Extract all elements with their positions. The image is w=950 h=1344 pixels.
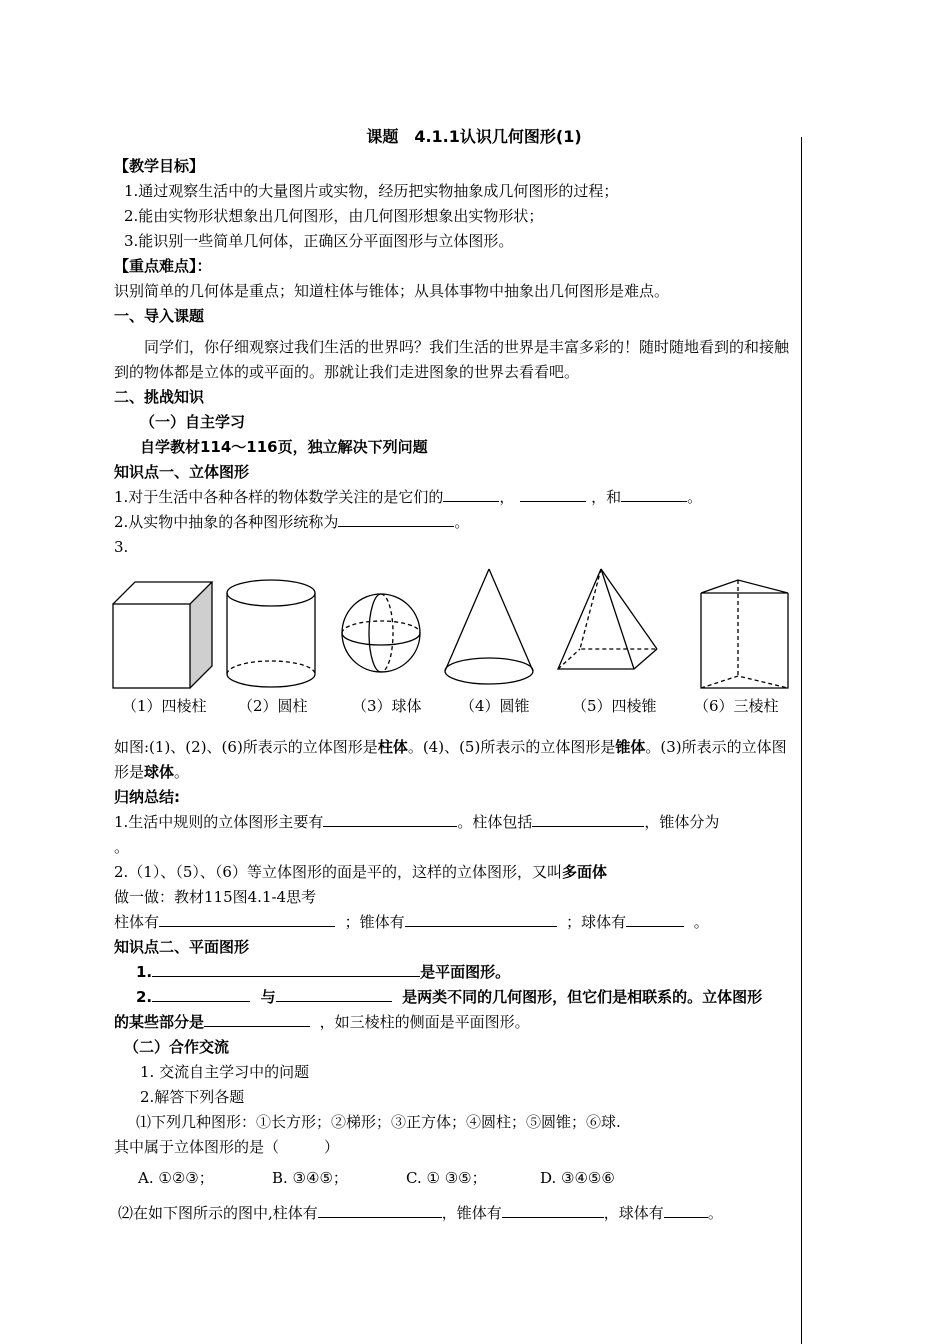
option-b[interactable]: B. ③④⑤； [272,1169,348,1187]
solid-figures [114,566,794,691]
caption-1: （1）四棱柱 [122,697,207,715]
coop-q2-text: ⑵在如下图所示的图中,柱体有 [118,1204,318,1222]
answer-blank[interactable] [532,811,644,827]
desc-term-prism: 柱体 [377,738,408,756]
answer-blank[interactable] [152,961,420,977]
try-end: 。 [693,913,709,931]
kp1-question-2 [114,510,794,535]
kp2-item-2 [114,985,794,1010]
summary-2-text: 2.（1）、（5）、（6）等立体图形的面是平的，这样的立体图形，又叫 [114,863,562,881]
intro-heading: 一、导入课题 [114,307,205,325]
kp1-q1-sep2: ，和 [591,488,622,506]
answer-blank[interactable] [276,986,392,1002]
self-study-task: 自学教材114～116页，独立解决下列问题 [140,438,428,456]
answer-blank[interactable] [318,1202,442,1218]
try-pyramid-label: ；锥体有 [344,913,405,931]
coop-question-1-b: 其中属于立体图形的是（ ） [114,1138,340,1156]
cylinder-figure [227,580,315,687]
desc-term-sphere: 球体 [144,763,175,781]
kp2-1-text: 是平面图形。 [420,963,511,981]
answer-blank[interactable] [443,486,499,502]
answer-blank[interactable] [204,1011,310,1027]
kp1-heading: 知识点一、立体图形 [114,463,250,481]
summary-1-text-c: ，锥体分为 [644,813,720,831]
kp1-question-3: 3. [114,538,129,556]
caption-6: （6）三棱柱 [694,697,779,715]
kp1-q2-end: 。 [454,513,470,531]
option-a[interactable]: A. ①②③； [138,1169,214,1187]
goal-item-2: 2.能由实物形状想象出几何图形，由几何图形想象出实物形状； [124,207,544,225]
triangular-prism-figure [701,580,788,688]
desc-text-2: 。(4)、(5)所表示的立体图形是 [407,738,616,756]
caption-3: （3）球体 [352,697,422,715]
kp2-item-2-cont [114,1010,794,1035]
summary-1-text-a: 1.生活中规则的立体图形主要有 [114,813,324,831]
summary-item-2 [114,860,794,885]
answer-blank[interactable] [152,986,250,1002]
summary-item-1 [114,810,794,835]
quadrangular-pyramid-figure [558,569,657,669]
desc-text-4: 。 [174,763,190,781]
try-sphere-label: ；球体有 [566,913,627,931]
kp1-q2-text: 2.从实物中抽象的各种图形统称为 [114,513,339,531]
caption-5: （5）四棱锥 [572,697,657,715]
answer-blank[interactable] [159,911,335,927]
challenge-heading: 二、挑战知识 [114,388,205,406]
answer-blank[interactable] [520,486,586,502]
coop-q2-sphere: ，球体有 [603,1204,664,1222]
summary-item-1-end: 。 [114,838,130,856]
option-d[interactable]: D. ③④⑤⑥ [540,1169,615,1187]
cone-figure [445,569,533,684]
sphere-figure [342,594,420,672]
kp2-item-1 [114,960,794,985]
figure-captions [114,691,794,721]
kp1-q1-end: 。 [687,488,703,506]
quadrangular-prism-figure [113,582,212,688]
coop-item-2: 2.解答下列各题 [140,1088,245,1106]
try-prism-label: 柱体有 [114,913,160,931]
kp2-2-text-c: ，如三棱柱的侧面是平面图形。 [319,1013,530,1031]
answer-blank[interactable] [621,486,687,502]
kp2-1-num: 1. [136,963,153,981]
kp1-q1-text: 1.对于生活中各种各样的物体数学关注的是它们的 [114,488,444,506]
coop-question-2 [114,1201,794,1226]
goal-item-1: 1.通过观察生活中的大量图片或实物，经历把实物抽象成几何图形的过程； [124,182,619,200]
answer-blank[interactable] [338,511,454,527]
kp1-q1-sep1: ， [499,488,515,506]
coop-item-1: 1. 交流自主学习中的问题 [140,1063,310,1081]
figure-description [114,735,794,785]
kp1-question-1 [114,485,794,510]
desc-text-3: 。(3)所表示的立体图形是 [114,738,787,781]
caption-2: （2）圆柱 [238,697,308,715]
kp2-2-and: 与 [260,988,276,1006]
answer-blank[interactable] [664,1202,708,1218]
self-study-heading: （一）自主学习 [140,413,246,431]
desc-text-1: 如图:(1)、(2)、(6)所表示的立体图形是 [114,738,378,756]
try-it-answers [114,910,794,935]
kp2-2-text-b: 的某些部分是 [114,1013,205,1031]
option-c[interactable]: C. ① ③⑤； [406,1169,487,1187]
desc-term-pyramid: 锥体 [615,738,646,756]
solid-figures-svg [110,566,800,691]
coop-heading: （二）合作交流 [124,1038,230,1056]
polyhedron-term: 多面体 [561,863,607,881]
kp2-heading: 知识点二、平面图形 [114,938,250,956]
summary-1-text-b: 。柱体包括 [457,813,533,831]
answer-blank[interactable] [502,1202,604,1218]
coop-q2-end: 。 [707,1204,723,1222]
intro-paragraph: 同学们，你仔细观察过我们生活的世界吗？我们生活的世界是丰富多彩的！随时随地看到的和接触到的物体都是立体的或平面的。那就让我们走进图象的世界去看看吧。 [114,338,790,381]
kp2-2-num: 2. [136,988,153,1006]
worksheet [114,124,794,1226]
goals-heading: 【教学目标】 [114,157,205,175]
goal-item-3: 3.能识别一些简单几何体，正确区分平面图形与立体图形。 [124,232,514,250]
difficulty-heading: 【重点难点】： [114,257,212,275]
kp2-2-text: 是两类不同的几何图形，但它们是相联系的。立体图形 [402,988,763,1006]
caption-4: （4）圆锥 [460,697,530,715]
page-margin-line [801,137,802,1344]
page-title: 课题 4.1.1认识几何图形(1) [366,127,582,146]
coop-q2-pyramid: ，锥体有 [441,1204,502,1222]
try-it-heading: 做一做：教材115图4.1-4思考 [114,888,317,906]
summary-heading: 归纳总结: [114,788,180,806]
coop-question-1: ⑴下列几种图形：①长方形；②梯形；③正方体；④圆柱；⑤圆锥；⑥球. [136,1113,621,1131]
choice-options [114,1166,794,1191]
answer-blank[interactable] [405,911,557,927]
difficulty-text: 识别简单的几何体是重点；知道柱体与锥体；从具体事物中抽象出几何图形是难点。 [114,282,670,300]
answer-blank[interactable] [626,911,684,927]
answer-blank[interactable] [323,811,457,827]
